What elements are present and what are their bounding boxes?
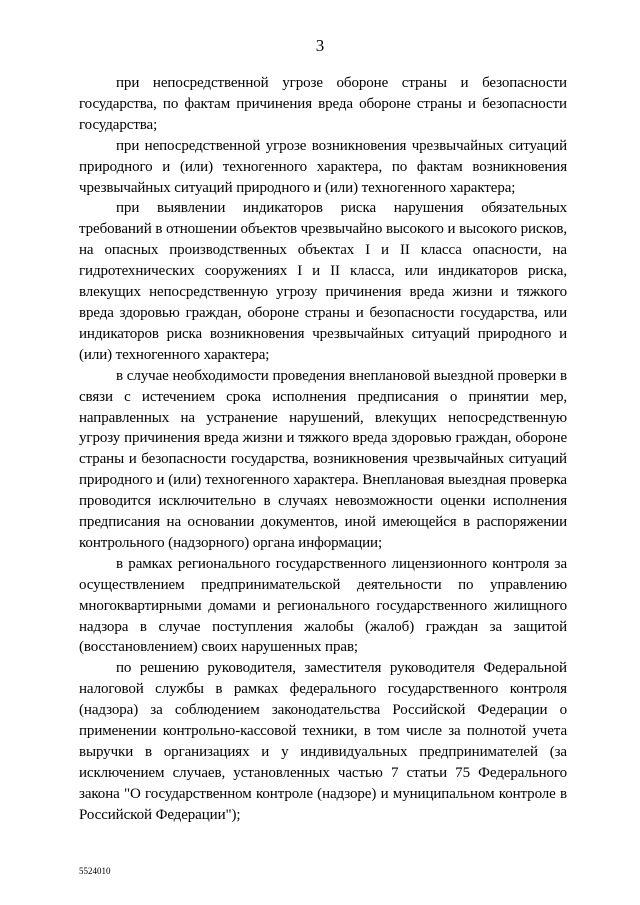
paragraph: при непосредственной угрозе обороне страны и безопасности государства, по фактам причинения вреда обороне страны и безопасности государства; [79,75,567,133]
document-body [79,73,567,826]
page-number: 3 [315,36,325,55]
paragraph: в случае необходимости проведения внеплановой выездной проверки в связи с истечением срока исполнения предписания о принятии мер, направленных на устранение нарушений, влекущих непосредственную угрозу причинения вреда жизни и тяжкого вреда здоровью граждан, обороне страны и безопасности государства, возникновения чрезвычайных ситуаций природного и (или) техногенного характера. Внеплановая выездная проверка проводится исключительно в случаях невозможности оценки исполнения предписания на основании документов, иной имеющейся в распоряжении контрольного (надзорного) органа информации; [79,367,567,551]
paragraph: в рамках регионального государственного лицензионного контроля за осуществлением предпринимательской деятельности по управлению многоквартирными домами и регионального государственного жилищного надзора в случае поступления жалобы (жалоб) граждан за защитой (восстановлением) своих нарушенных прав; [79,555,567,656]
paragraph: по решению руководителя, заместителя руководителя Федеральной налоговой службы в рамках федерального государственного контроля (надзора) за соблюдением законодательства Российской Федерации о применении контрольно-кассовой техники, в том числе за полнотой учета выручки в организациях и у индивидуальных предпринимателей (за исключением случаев, установленных частью 7 статьи 75 Федерального закона "О государственном контроле (надзоре) и муниципальном контроле в Российской Федерации"); [79,660,567,823]
paragraph: при выявлении индикаторов риска нарушения обязательных требований в отношении объектов чрезвычайно высокого и высокого рисков, на опасных производственных объектах I и II класса опасности, на гидротехнических сооружениях I и II класса, или индикаторов риска, влекущих непосредственную угрозу причинения вреда жизни и тяжкого вреда здоровью граждан, обороне страны и безопасности государства, или индикаторов риска возникновения чрезвычайных ситуаций природного и (или) техногенного характера; [79,200,567,363]
document-code: 5524010 [79,866,111,876]
paragraph: при непосредственной угрозе возникновения чрезвычайных ситуаций природного и (или) техногенного характера, по фактам возникновения чрезвычайных ситуаций природного и (или) техногенного характера; [79,137,567,196]
